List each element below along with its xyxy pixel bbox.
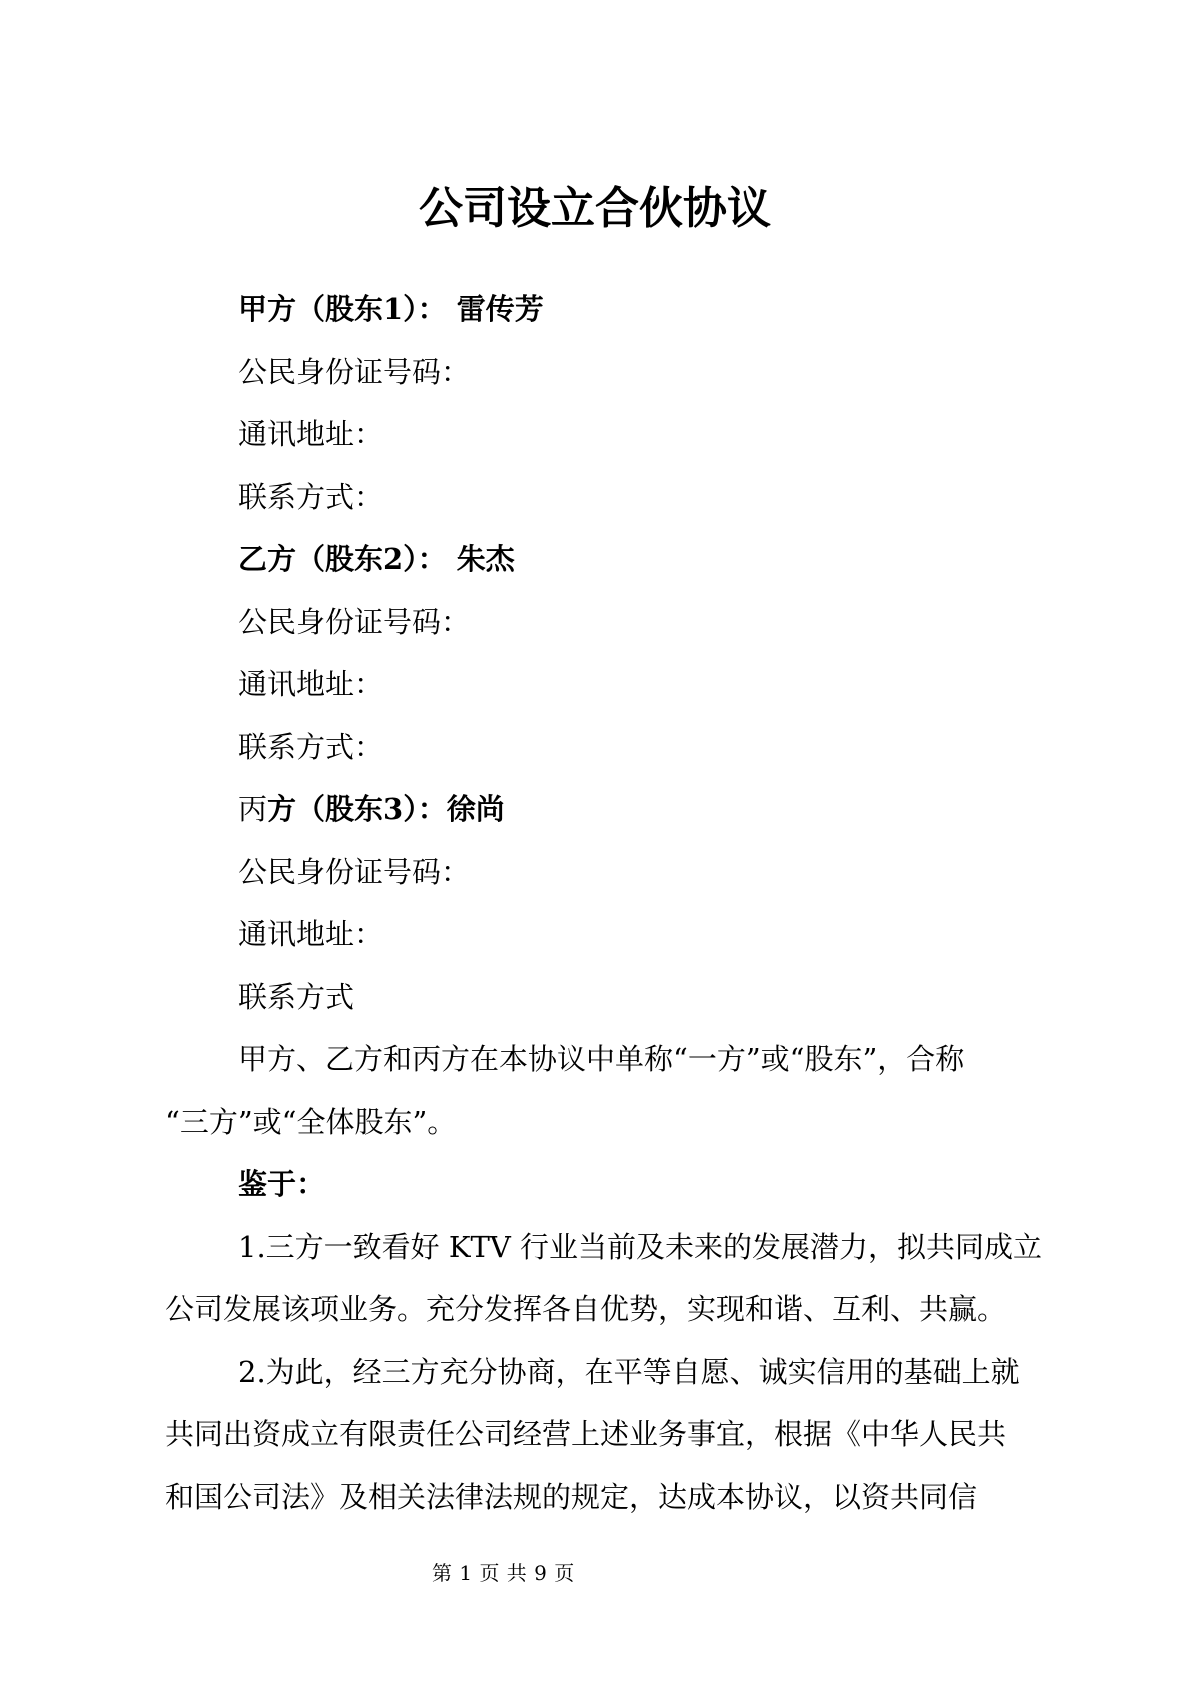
party-b-contact-line: 联系方式：	[238, 729, 384, 764]
party-c-id-number-line: 公民身份证号码：	[238, 854, 471, 889]
party-b-id-number-line: 公民身份证号码：	[238, 604, 471, 639]
party-c-heading	[165, 778, 1027, 841]
recital-2-line-2: 共同出资成立有限责任公司经营上述业务事宜，根据《中华人民共	[165, 1417, 1007, 1451]
document-body	[165, 278, 1043, 1528]
recital-2-line-1: 2.为此，经三方充分协商，在平等自愿、诚实信用的基础上就	[238, 1354, 1020, 1389]
party-a-contact-line: 联系方式：	[238, 479, 384, 514]
party-a-address-line: 通讯地址：	[238, 417, 384, 451]
party-c-address-line: 通讯地址：	[238, 917, 384, 951]
party-a-id-number-line: 公民身份证号码：	[238, 354, 471, 389]
party-c-heading-prefix: 丙	[238, 792, 268, 826]
parties-definition-line-1: 甲方、乙方和丙方在本协议中单称“一方”或“股东”，合称	[238, 1042, 965, 1076]
page-number-footer: 第 1 页 共 9 页	[432, 1561, 575, 1585]
recital-2-line-3: 和国公司法》及相关法律法规的规定，达成本协议，以资共同信	[165, 1479, 978, 1514]
party-b-heading: 乙方（股东2）： 朱杰	[238, 542, 515, 576]
party-a-heading: 甲方（股东1）： 雷传芳	[238, 292, 544, 326]
party-b-address-line: 通讯地址：	[238, 667, 384, 701]
document-title: 公司设立合伙协议	[419, 183, 771, 235]
recital-1-line-1: 1.三方一致看好 KTV 行业当前及未来的发展潜力，拟共同成立	[238, 1229, 1043, 1264]
party-c-contact-line: 联系方式	[238, 979, 355, 1014]
recital-1-line-2: 公司发展该项业务。充分发挥各自优势，实现和谐、互利、共赢。	[165, 1292, 1007, 1326]
parties-definition-line-2: “三方”或“全体股东”。	[165, 1104, 457, 1139]
party-c-heading-main: 方（股东3）：徐尚	[267, 792, 505, 826]
whereas-heading: 鉴于：	[238, 1167, 326, 1201]
